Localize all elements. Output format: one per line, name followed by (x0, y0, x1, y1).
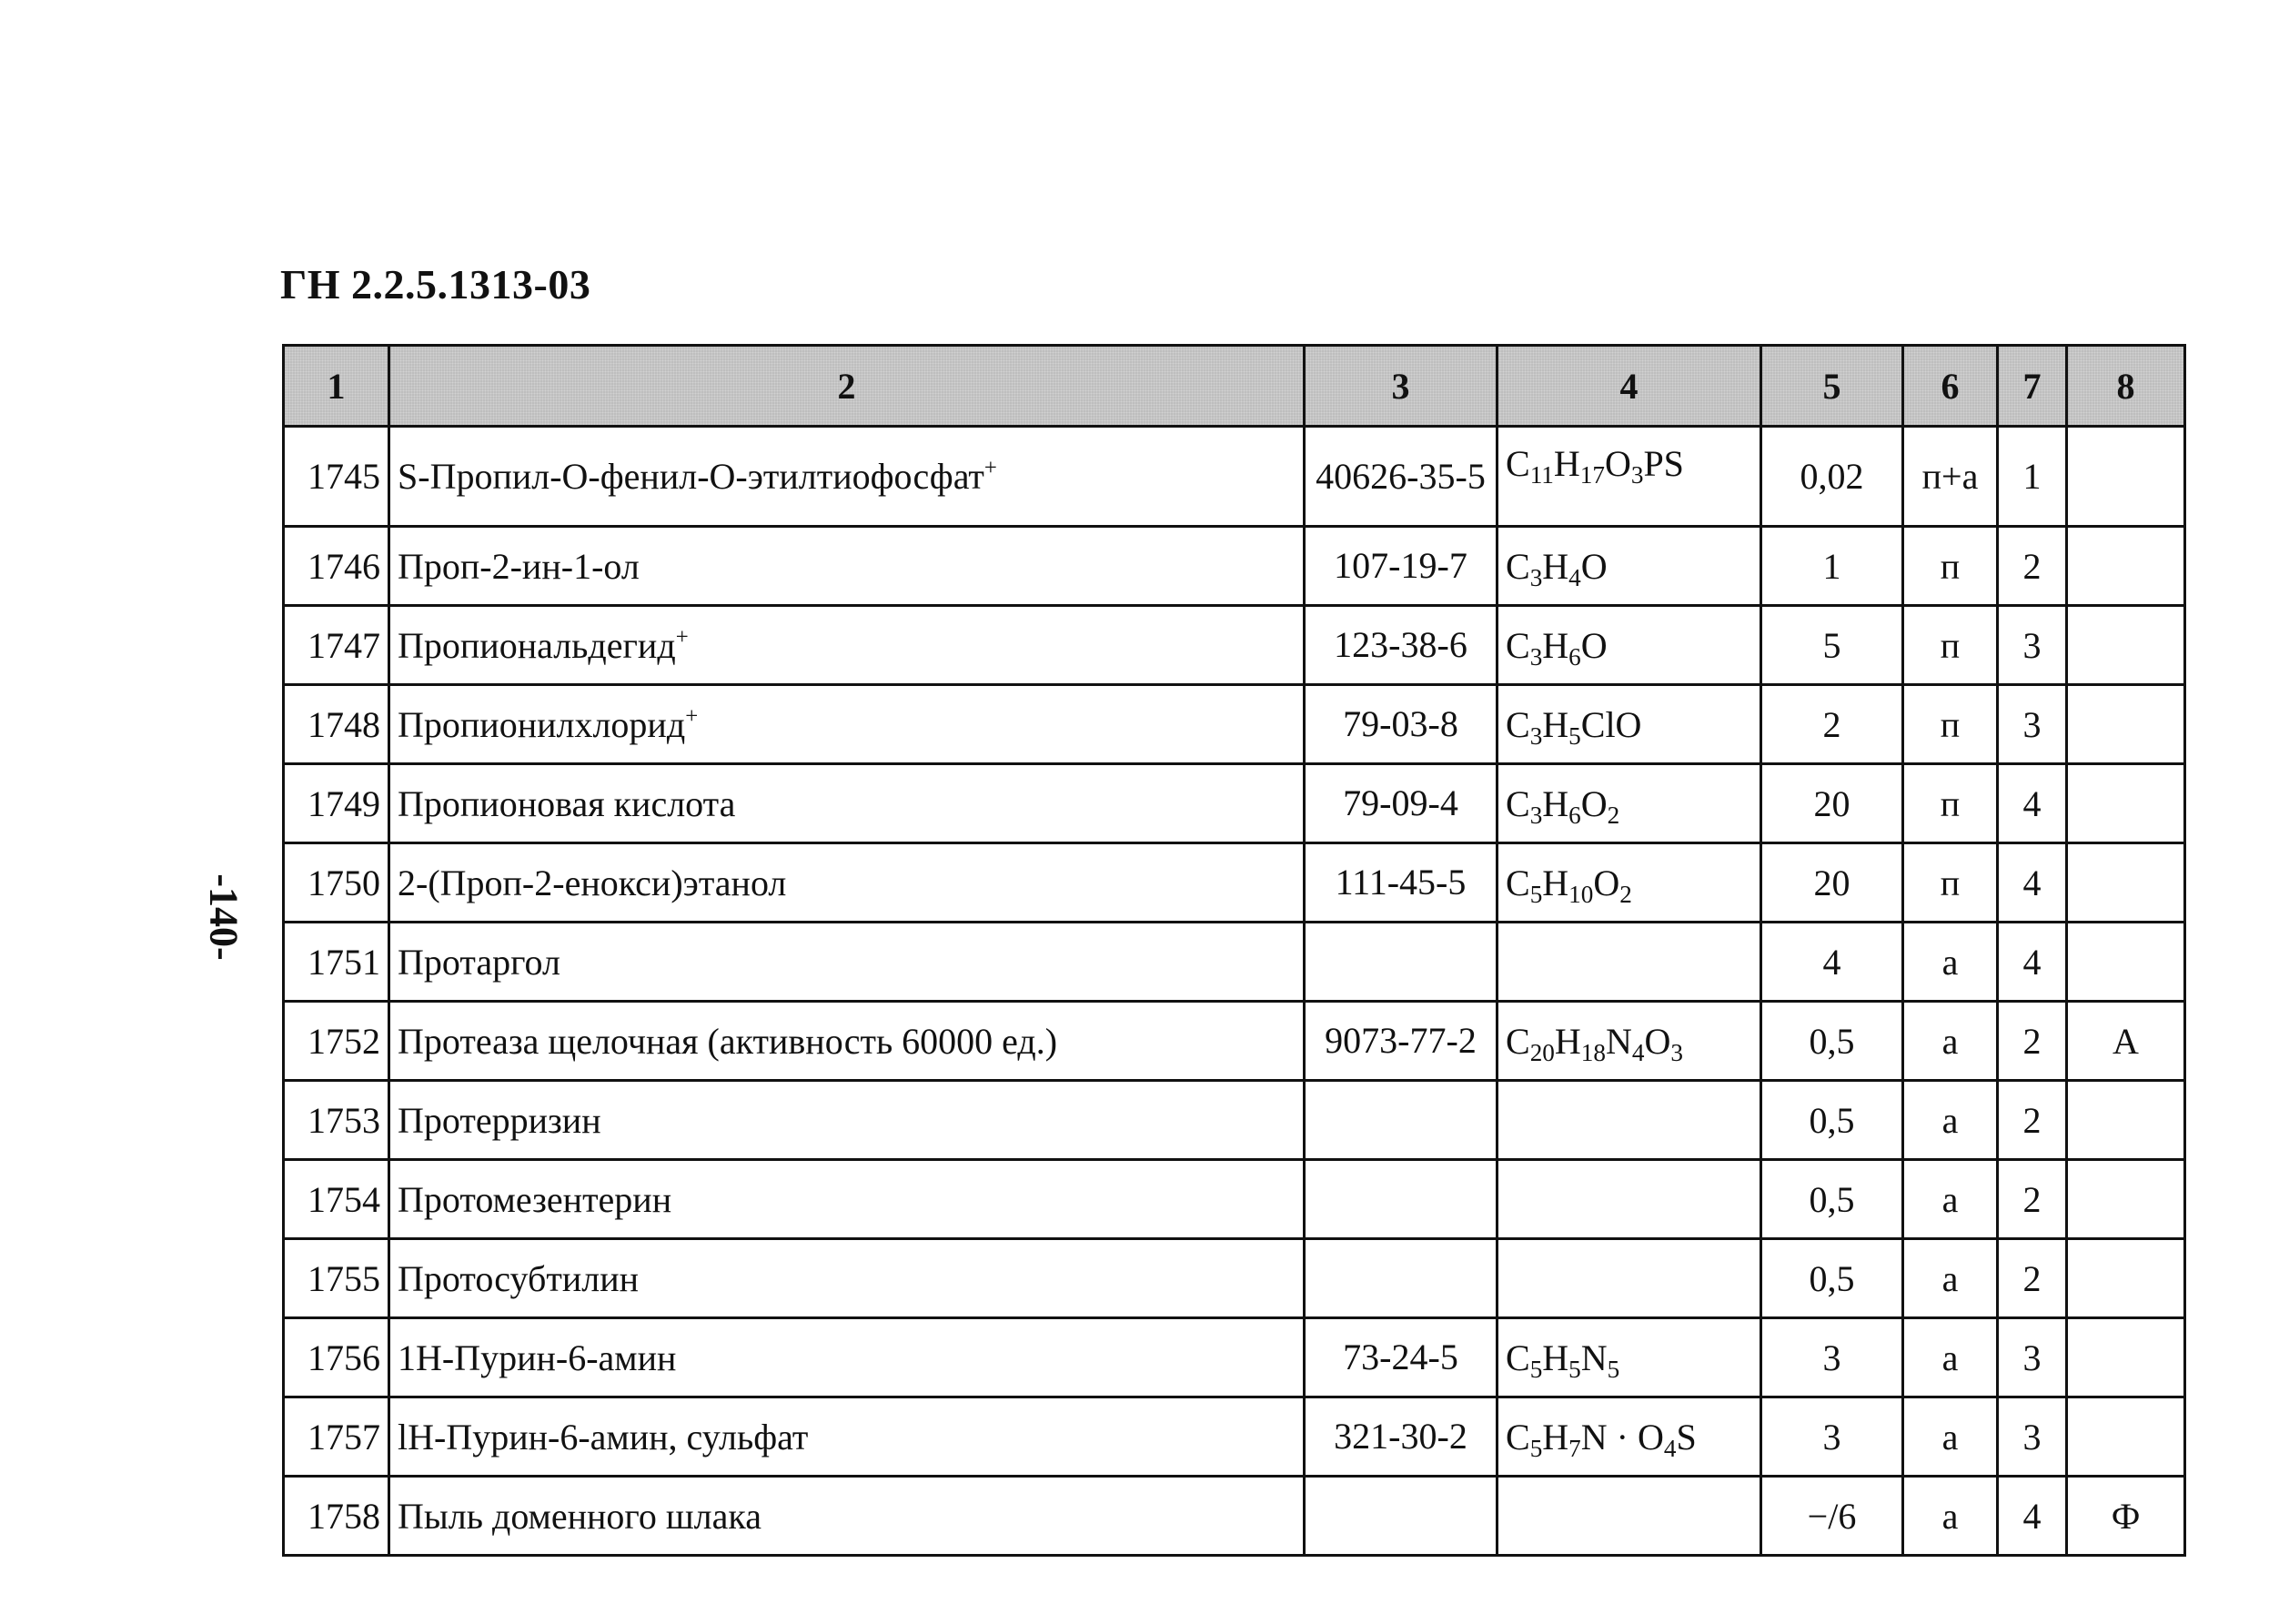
aggregate-state-cell (1903, 427, 1998, 527)
hazard-class: 4 (2022, 862, 2042, 903)
cas-number-cell (1305, 764, 1497, 843)
substance-name: lН-Пурин-6-амин, сульфат (398, 1416, 809, 1458)
substance-name: Протеаза щелочная (активность 60000 ед.) (398, 1020, 1058, 1062)
cas-number-cell (1305, 1397, 1497, 1477)
row-number-cell (284, 1160, 389, 1239)
row-number-cell (284, 1397, 389, 1477)
formula-part: H (1553, 443, 1580, 484)
note-cell (2067, 606, 2185, 685)
formula-cell (1497, 1160, 1761, 1239)
note-cell (2067, 923, 2185, 1002)
substance-name: Протерризин (398, 1099, 601, 1141)
formula-cell (1497, 1318, 1761, 1397)
hazard-class: 3 (2022, 703, 2042, 745)
limit-value-cell (1761, 923, 1903, 1002)
limit-value-cell (1761, 1081, 1903, 1160)
hazard-class-cell (1998, 685, 2067, 764)
substance-name: Проп-2-ин-1-ол (398, 545, 640, 587)
cas-number-cell (1305, 1002, 1497, 1081)
formula-subscript: 5 (1529, 1434, 1543, 1462)
formula-cell (1497, 1239, 1761, 1318)
table-row (284, 1002, 2185, 1081)
formula-part: C (1506, 1020, 1530, 1062)
formula-part: S (1676, 1416, 1697, 1458)
hazard-class-cell (1998, 764, 2067, 843)
note-cell (2067, 1239, 2185, 1318)
aggregate-state: а (1941, 1337, 1959, 1378)
row-number: 1758 (308, 1495, 380, 1537)
substance-name: Пропионилхлорид (398, 703, 686, 745)
hazard-class: 3 (2022, 624, 2042, 666)
substance-name-cell (389, 527, 1305, 606)
hazard-class: 3 (2022, 1416, 2042, 1458)
formula-part: H (1542, 545, 1569, 587)
formula-part: C (1506, 624, 1530, 666)
formula-part: C (1506, 782, 1530, 824)
table-row (284, 923, 2185, 1002)
hazard-class-cell (1998, 427, 2067, 527)
column-header: 7 (1998, 346, 2067, 427)
note-cell (2067, 1318, 2185, 1397)
limit-value-cell (1761, 427, 1903, 527)
substance-name-cell (389, 923, 1305, 1002)
column-header: 3 (1305, 346, 1497, 427)
table-row (284, 527, 2185, 606)
column-header: 8 (2067, 346, 2185, 427)
formula-part: C (1506, 1337, 1530, 1378)
table-row (284, 606, 2185, 685)
aggregate-state-cell (1903, 1477, 1998, 1556)
hazard-class: 2 (2022, 1099, 2042, 1141)
row-number: 1757 (308, 1416, 380, 1458)
aggregate-state-cell (1903, 1397, 1998, 1477)
hazard-class-cell (1998, 1318, 2067, 1397)
note-cell (2067, 527, 2185, 606)
formula-part: O (1580, 624, 1608, 666)
row-number: 1745 (308, 456, 380, 497)
hazard-class: 3 (2022, 1337, 2042, 1378)
formula-subscript: 6 (1568, 642, 1581, 671)
limit-value: 2 (1822, 703, 1841, 745)
limit-value: −/6 (1807, 1495, 1857, 1537)
cas-number-cell (1305, 685, 1497, 764)
row-number: 1746 (308, 545, 380, 587)
substance-name-cell (389, 843, 1305, 923)
formula-cell (1497, 923, 1761, 1002)
table-row (284, 1318, 2185, 1397)
substance-name: 1Н-Пурин-6-амин (398, 1337, 677, 1378)
substance-name-cell (389, 1318, 1305, 1397)
substance-name-cell (389, 606, 1305, 685)
cas-number: 9073-77-2 (1325, 1020, 1477, 1061)
substances-table (282, 344, 2186, 1557)
cas-number-cell (1305, 427, 1497, 527)
column-header: 2 (389, 346, 1305, 427)
limit-value-cell (1761, 527, 1903, 606)
note-cell (2067, 685, 2185, 764)
formula-part: H (1542, 703, 1569, 745)
formula-subscript: 4 (1568, 563, 1581, 591)
column-header: 4 (1497, 346, 1761, 427)
hazard-class: 4 (2022, 782, 2042, 824)
limit-value-cell (1761, 1397, 1903, 1477)
substance-name: Пропионовая кислота (398, 782, 736, 824)
aggregate-state: а (1941, 1257, 1959, 1299)
note-cell (2067, 1477, 2185, 1556)
substance-name-cell (389, 1477, 1305, 1556)
column-header: 5 (1761, 346, 1903, 427)
formula-subscript: 17 (1579, 461, 1605, 489)
formula-part: O (1580, 782, 1608, 824)
formula-part: N · O (1580, 1416, 1664, 1458)
note-cell (2067, 843, 2185, 923)
aggregate-state-cell (1903, 1081, 1998, 1160)
aggregate-state-cell (1903, 1239, 1998, 1318)
table-row (284, 1239, 2185, 1318)
limit-value: 20 (1813, 782, 1850, 824)
limit-value: 20 (1813, 862, 1850, 903)
cas-number-cell (1305, 1477, 1497, 1556)
formula-subscript: 11 (1529, 461, 1554, 489)
row-number-cell (284, 427, 389, 527)
limit-value: 0,5 (1809, 1178, 1855, 1220)
limit-value-cell (1761, 1477, 1903, 1556)
hazard-class-cell (1998, 527, 2067, 606)
formula-subscript: 5 (1529, 1355, 1543, 1383)
limit-value: 4 (1822, 941, 1841, 983)
row-number-cell (284, 1318, 389, 1397)
row-number: 1751 (308, 941, 380, 983)
substance-name: Протомезентерин (398, 1178, 672, 1220)
row-number-cell (284, 527, 389, 606)
formula-subscript: 7 (1568, 1434, 1581, 1462)
hazard-class-cell (1998, 843, 2067, 923)
row-number-cell (284, 606, 389, 685)
table-header-row (284, 346, 2185, 427)
formula-cell (1497, 1477, 1761, 1556)
formula-subscript: 3 (1670, 1038, 1683, 1066)
formula-subscript: 2 (1619, 880, 1632, 908)
aggregate-state-cell (1903, 527, 1998, 606)
hazard-class: 2 (2022, 1257, 2042, 1299)
limit-value-cell (1761, 1318, 1903, 1397)
column-header: 6 (1903, 346, 1998, 427)
table-row (284, 427, 2185, 527)
cas-number-cell (1305, 843, 1497, 923)
hazard-class: 2 (2022, 545, 2042, 587)
table-row (284, 1397, 2185, 1477)
table-row (284, 685, 2185, 764)
note-cell (2067, 1002, 2185, 1081)
cas-number: 123-38-6 (1334, 624, 1467, 665)
limit-value: 0,5 (1809, 1020, 1855, 1062)
substance-name: S-Пропил-О-фенил-О-этилтиофосфат (398, 456, 984, 497)
formula-part: ClO (1580, 703, 1642, 745)
note: А (2113, 1020, 2139, 1062)
formula-part: C (1506, 443, 1530, 484)
aggregate-state: п (1940, 624, 1961, 666)
formula-subscript: 20 (1529, 1038, 1555, 1066)
cas-number: 111-45-5 (1335, 862, 1467, 903)
formula-subscript: 18 (1580, 1038, 1606, 1066)
formula-subscript: 3 (1529, 563, 1543, 591)
row-number-cell (284, 843, 389, 923)
hazard-class: 2 (2022, 1020, 2042, 1062)
aggregate-state-cell (1903, 1002, 1998, 1081)
substance-name-cell (389, 427, 1305, 527)
hazard-class: 1 (2022, 456, 2042, 497)
limit-value: 0,5 (1809, 1099, 1855, 1141)
hazard-class-cell (1998, 1160, 2067, 1239)
formula-subscript: 4 (1663, 1434, 1677, 1462)
formula-part: C (1506, 862, 1530, 903)
row-number-cell (284, 764, 389, 843)
substance-name-cell (389, 1002, 1305, 1081)
table-row (284, 1477, 2185, 1556)
hazard-class-cell (1998, 1397, 2067, 1477)
formula-cell (1497, 843, 1761, 923)
formula-subscript: 3 (1529, 642, 1543, 671)
cas-number-cell (1305, 923, 1497, 1002)
note-cell (2067, 1397, 2185, 1477)
substance-name-cell (389, 764, 1305, 843)
aggregate-state: п (1940, 545, 1961, 587)
formula-part: H (1542, 624, 1569, 666)
cas-number: 40626-35-5 (1316, 455, 1486, 497)
aggregate-state-cell (1903, 685, 1998, 764)
cas-number: 321-30-2 (1334, 1416, 1467, 1457)
table-row (284, 1081, 2185, 1160)
substance-name-cell (389, 1160, 1305, 1239)
limit-value: 0,5 (1809, 1257, 1855, 1299)
formula-subscript: 5 (1529, 880, 1543, 908)
aggregate-state: п+а (1921, 456, 1979, 497)
note: Ф (2111, 1495, 2141, 1537)
substance-superscript: + (685, 703, 699, 729)
aggregate-state-cell (1903, 1160, 1998, 1239)
cas-number: 79-09-4 (1343, 782, 1458, 823)
formula-cell (1497, 1002, 1761, 1081)
cas-number: 79-03-8 (1343, 703, 1458, 744)
formula-cell (1497, 1081, 1761, 1160)
formula-cell (1497, 764, 1761, 843)
formula-part: PS (1643, 443, 1684, 484)
limit-value-cell (1761, 1002, 1903, 1081)
formula-part: N (1580, 1337, 1608, 1378)
formula-part: C (1506, 1416, 1530, 1458)
formula-subscript: 10 (1568, 880, 1594, 908)
row-number: 1756 (308, 1337, 380, 1378)
note-cell (2067, 1081, 2185, 1160)
aggregate-state: а (1941, 1099, 1959, 1141)
note-cell (2067, 1160, 2185, 1239)
aggregate-state-cell (1903, 606, 1998, 685)
row-number: 1755 (308, 1257, 380, 1299)
formula-subscript: 3 (1630, 461, 1644, 489)
formula-subscript: 5 (1568, 1355, 1581, 1383)
row-number-cell (284, 1239, 389, 1318)
hazard-class-cell (1998, 1081, 2067, 1160)
formula-cell (1497, 606, 1761, 685)
aggregate-state: а (1941, 941, 1959, 983)
row-number: 1748 (308, 703, 380, 745)
limit-value-cell (1761, 1239, 1903, 1318)
aggregate-state: а (1941, 1178, 1959, 1220)
row-number-cell (284, 1002, 389, 1081)
row-number: 1754 (308, 1178, 380, 1220)
formula-part: O (1604, 443, 1631, 484)
cas-number: 73-24-5 (1343, 1337, 1458, 1377)
hazard-class: 4 (2022, 941, 2042, 983)
aggregate-state: а (1941, 1020, 1959, 1062)
cas-number-cell (1305, 1318, 1497, 1397)
row-number: 1749 (308, 782, 380, 824)
limit-value: 1 (1822, 545, 1841, 587)
table-row (284, 764, 2185, 843)
aggregate-state-cell (1903, 764, 1998, 843)
limit-value-cell (1761, 1160, 1903, 1239)
cas-number-cell (1305, 527, 1497, 606)
limit-value-cell (1761, 764, 1903, 843)
formula-part: H (1554, 1020, 1581, 1062)
table-row (284, 843, 2185, 923)
aggregate-state: п (1940, 862, 1961, 903)
row-number: 1750 (308, 862, 380, 903)
note-cell (2067, 427, 2185, 527)
hazard-class: 4 (2022, 1495, 2042, 1537)
formula-subscript: 4 (1631, 1038, 1645, 1066)
substance-name: 2-(Проп-2-енокси)этанол (398, 862, 787, 903)
formula-subscript: 6 (1568, 801, 1581, 829)
row-number: 1753 (308, 1099, 380, 1141)
aggregate-state: п (1940, 703, 1961, 745)
hazard-class: 2 (2022, 1178, 2042, 1220)
substance-name-cell (389, 1081, 1305, 1160)
formula-subscript: 3 (1529, 721, 1543, 750)
limit-value-cell (1761, 843, 1903, 923)
limit-value: 0,02 (1800, 456, 1864, 497)
note-cell (2067, 764, 2185, 843)
aggregate-state: п (1940, 782, 1961, 824)
page-number: -140- (201, 873, 247, 961)
column-header: 1 (284, 346, 389, 427)
formula-part: H (1542, 862, 1569, 903)
row-number-cell (284, 1477, 389, 1556)
formula-subscript: 3 (1529, 801, 1543, 829)
cas-number-cell (1305, 606, 1497, 685)
aggregate-state: а (1941, 1495, 1959, 1537)
substance-name: Протосубтилин (398, 1257, 640, 1299)
limit-value: 5 (1822, 624, 1841, 666)
formula-subscript: 2 (1607, 801, 1620, 829)
limit-value-cell (1761, 606, 1903, 685)
aggregate-state-cell (1903, 843, 1998, 923)
formula-part: H (1542, 1416, 1569, 1458)
substance-name: Протаргол (398, 941, 560, 983)
formula-part: H (1542, 1337, 1569, 1378)
aggregate-state-cell (1903, 1318, 1998, 1397)
row-number-cell (284, 685, 389, 764)
substance-name-cell (389, 685, 1305, 764)
substance-name: Пыль доменного шлака (398, 1495, 761, 1537)
formula-cell (1497, 427, 1761, 527)
substance-superscript: + (983, 456, 997, 481)
formula-part: N (1605, 1020, 1632, 1062)
limit-value-cell (1761, 685, 1903, 764)
formula-subscript: 5 (1568, 721, 1581, 750)
cas-number: 107-19-7 (1334, 545, 1467, 586)
limit-value: 3 (1822, 1337, 1841, 1378)
table-row (284, 1160, 2185, 1239)
hazard-class-cell (1998, 1239, 2067, 1318)
substance-name-cell (389, 1239, 1305, 1318)
row-number-cell (284, 923, 389, 1002)
formula-cell (1497, 685, 1761, 764)
formula-part: O (1580, 545, 1608, 587)
cas-number-cell (1305, 1081, 1497, 1160)
formula-cell (1497, 527, 1761, 606)
formula-cell (1497, 1397, 1761, 1477)
cas-number-cell (1305, 1239, 1497, 1318)
document-title: ГН 2.2.5.1313-03 (280, 261, 591, 308)
hazard-class-cell (1998, 923, 2067, 1002)
limit-value: 3 (1822, 1416, 1841, 1458)
row-number: 1747 (308, 624, 380, 666)
substance-name: Пропиональдегид (398, 624, 676, 666)
substance-name-cell (389, 1397, 1305, 1477)
substance-superscript: + (675, 624, 689, 650)
hazard-class-cell (1998, 1002, 2067, 1081)
formula-part: C (1506, 703, 1530, 745)
formula-part: H (1542, 782, 1569, 824)
hazard-class-cell (1998, 606, 2067, 685)
formula-part: O (1593, 862, 1620, 903)
hazard-class-cell (1998, 1477, 2067, 1556)
aggregate-state: а (1941, 1416, 1959, 1458)
formula-subscript: 5 (1607, 1355, 1620, 1383)
row-number: 1752 (308, 1020, 380, 1062)
cas-number-cell (1305, 1160, 1497, 1239)
row-number-cell (284, 1081, 389, 1160)
formula-part: C (1506, 545, 1530, 587)
aggregate-state-cell (1903, 923, 1998, 1002)
formula-part: O (1644, 1020, 1671, 1062)
